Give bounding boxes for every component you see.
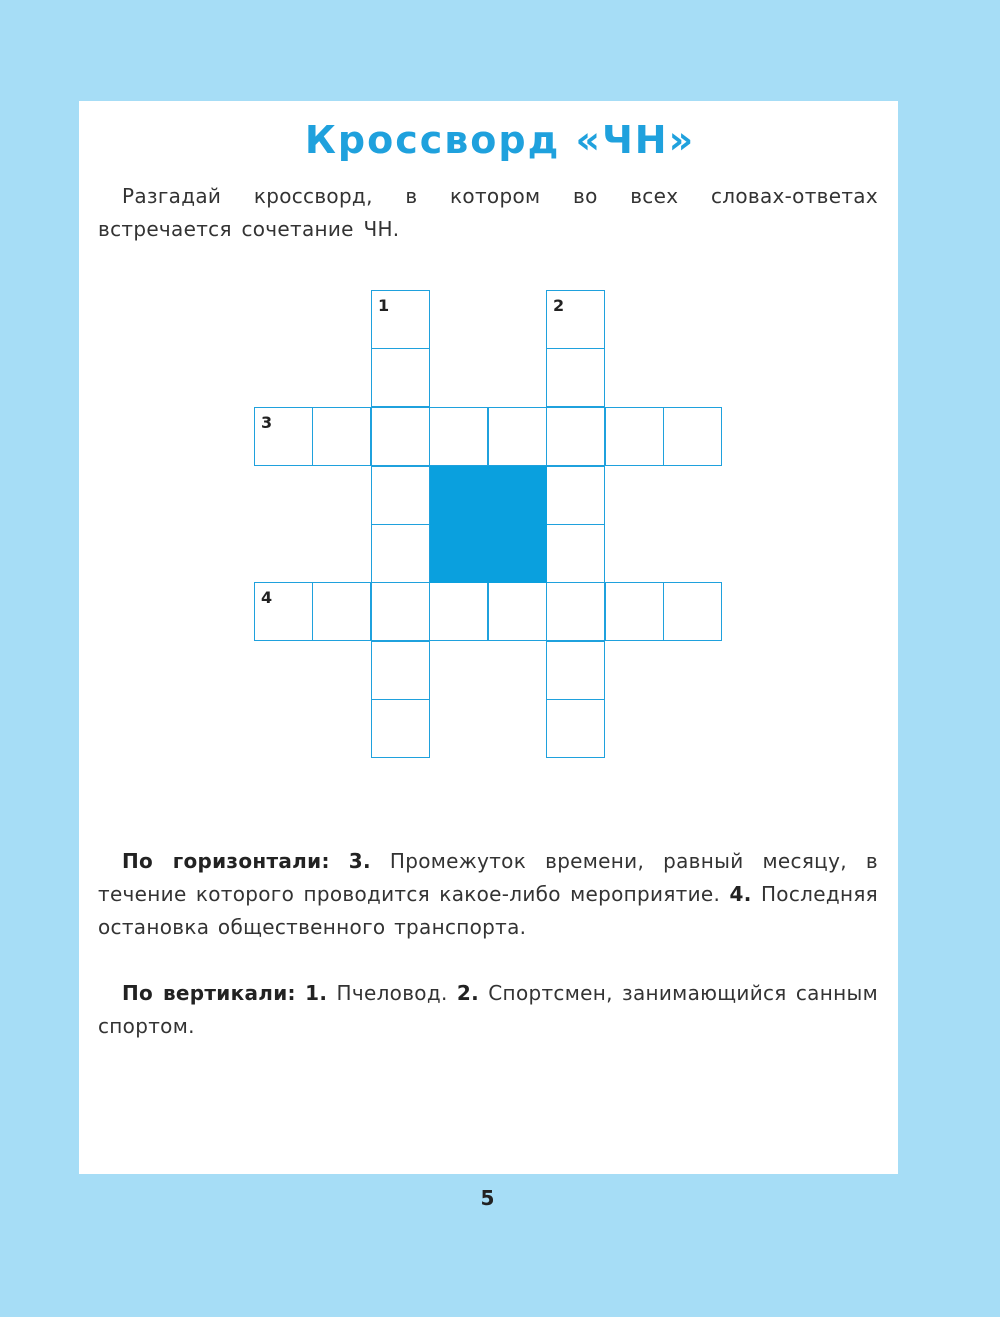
instructions: Разгадай кроссворд, в котором во всех словах-ответах встречается сочетание ЧН. xyxy=(98,184,878,241)
crossword-cell[interactable] xyxy=(371,290,430,349)
crossword-cell[interactable] xyxy=(663,407,722,466)
crossword-cell[interactable] xyxy=(546,348,605,407)
crossword-cell[interactable] xyxy=(429,407,488,466)
clue-1-number: 1. xyxy=(305,981,328,1005)
clue-1-text: Пчеловод. xyxy=(336,981,448,1005)
clues-vertical xyxy=(98,977,878,1043)
clue-number-1: 1 xyxy=(378,296,390,315)
crossword-cell[interactable] xyxy=(254,582,313,641)
page-title: Кроссворд «ЧН» xyxy=(304,118,696,162)
crossword-cell[interactable] xyxy=(312,582,371,641)
crossword-cell[interactable] xyxy=(312,407,371,466)
crossword-cell[interactable] xyxy=(546,699,605,758)
crossword-cell[interactable] xyxy=(371,641,430,700)
crossword-filled-block xyxy=(430,466,547,583)
clue-2-text: Спортсмен, занимающийся санным спортом. xyxy=(98,981,878,1038)
clue-2-number: 2. xyxy=(456,981,480,1005)
crossword-cell[interactable] xyxy=(663,582,722,641)
crossword-cell[interactable] xyxy=(546,466,605,525)
crossword-cell[interactable] xyxy=(371,466,430,525)
crossword-cell[interactable] xyxy=(371,699,430,758)
crossword-cell[interactable] xyxy=(254,407,313,466)
clues-horizontal xyxy=(98,845,878,944)
crossword-cell[interactable] xyxy=(605,407,664,466)
clues-horizontal-heading: По горизонтали: xyxy=(122,849,330,873)
crossword-cell[interactable] xyxy=(488,407,547,466)
clue-3-number: 3. xyxy=(348,849,371,873)
crossword-cell[interactable] xyxy=(546,407,605,466)
crossword-cell[interactable] xyxy=(488,582,547,641)
crossword-cell[interactable] xyxy=(546,524,605,583)
crossword-cell[interactable] xyxy=(605,582,664,641)
crossword-cell[interactable] xyxy=(371,348,430,407)
clues-vertical-heading: По вертикали: xyxy=(122,981,296,1005)
crossword-cell[interactable] xyxy=(546,582,605,641)
page-number: 5 xyxy=(480,1186,495,1210)
clue-number-3: 3 xyxy=(261,413,273,432)
crossword-cell[interactable] xyxy=(546,641,605,700)
crossword-cell[interactable] xyxy=(546,290,605,349)
crossword-cell[interactable] xyxy=(371,407,430,466)
clue-4-number: 4. xyxy=(729,882,752,906)
crossword-cell[interactable] xyxy=(371,524,430,583)
crossword-cell[interactable] xyxy=(429,582,488,641)
clue-number-2: 2 xyxy=(553,296,565,315)
crossword-cell[interactable] xyxy=(371,582,430,641)
clue-4-text: Последняя остановка общественного транспорта. xyxy=(98,882,878,939)
clue-3-text: Промежуток времени, равный месяцу, в течение которого проводится какое-либо мероприятие. xyxy=(98,849,878,906)
clue-number-4: 4 xyxy=(261,588,273,607)
